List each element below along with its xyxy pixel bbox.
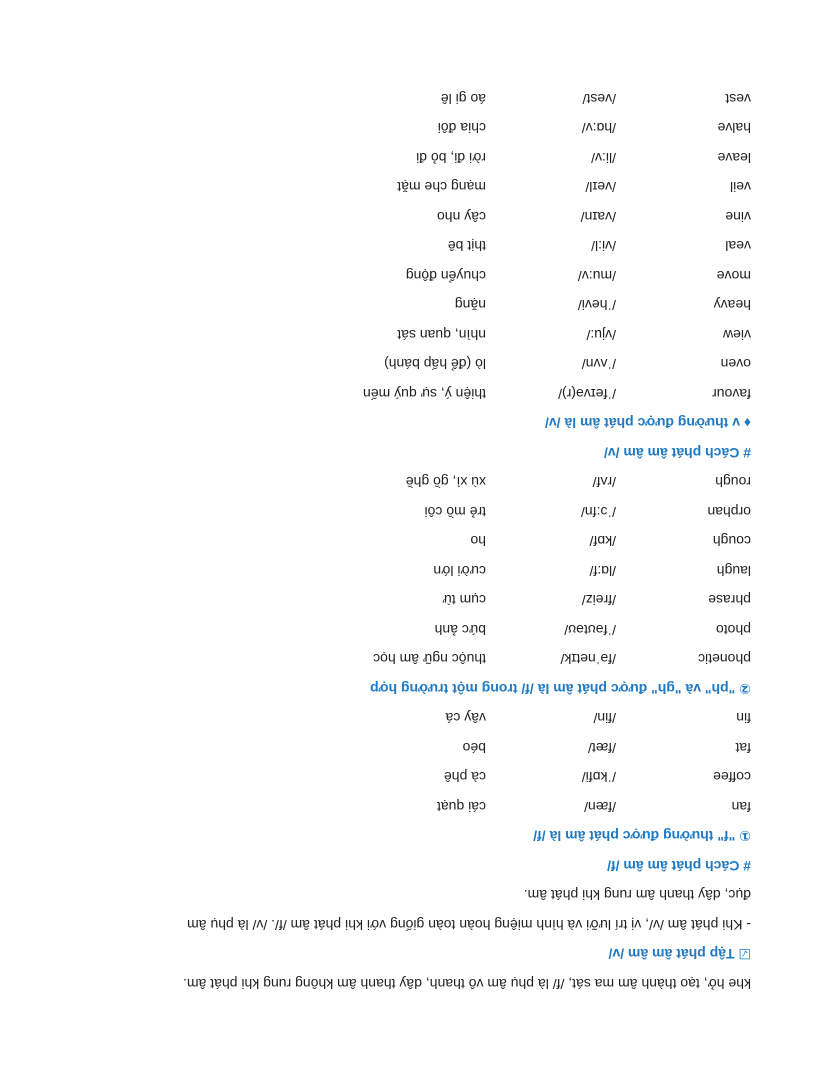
vocab-ipa: /vest/ — [582, 91, 616, 107]
vocab-row — [71, 644, 751, 674]
vocab-word: veal — [725, 238, 751, 255]
vocab-ipa: /ˈɔ:fn/ — [580, 504, 616, 520]
vocab-ipa: /hɑ:v/ — [581, 120, 616, 137]
vocab-row — [71, 556, 751, 586]
vocab-row — [71, 703, 751, 733]
vocab-word: fan — [731, 799, 751, 815]
vocab-ipa: /freiz/ — [581, 592, 616, 609]
vocab-ipa: /ˈʌvn/ — [581, 356, 616, 373]
vocab-meaning: nặng — [454, 297, 486, 314]
vocab-row — [71, 615, 751, 645]
vocab-word: photo — [715, 622, 751, 638]
vocab-row — [71, 762, 751, 792]
section-v-heading: # Cách phát âm âm /v/ — [603, 445, 751, 461]
section-f-rule-1: ① "f" thường được phát âm là /f/ — [533, 828, 751, 845]
section-f-heading: # Cách phát âm âm /f/ — [607, 858, 751, 874]
vocab-row — [71, 143, 751, 173]
vocab-word: coffee — [713, 769, 751, 786]
vocab-word: view — [722, 327, 751, 343]
vocab-meaning: bức ảnh — [434, 622, 486, 638]
vocab-row — [71, 733, 751, 763]
vocab-word: oven — [720, 356, 751, 373]
vocab-word: laugh — [716, 563, 751, 579]
word-list-v-rule-1 — [71, 84, 751, 409]
vocab-word: phonetic — [698, 651, 751, 668]
vocab-word: veil — [729, 179, 751, 196]
vocab-word: halve — [717, 120, 751, 137]
vocab-word: rough — [715, 474, 751, 491]
vocab-row — [71, 526, 751, 556]
vocab-ipa: /vi:l/ — [591, 238, 616, 255]
vocab-row — [71, 172, 751, 202]
vocab-row — [71, 261, 751, 291]
vocab-row — [71, 379, 751, 409]
vocab-meaning: cây nho — [436, 209, 486, 225]
section-f-rule-2: ② "ph" và "gh" được phát âm là /f/ trong một trường hợp — [370, 681, 751, 697]
word-list-f-rule-1 — [71, 703, 751, 821]
vocab-row — [71, 113, 751, 143]
vocab-meaning: vây cá — [445, 710, 486, 727]
vocab-row — [71, 202, 751, 232]
vocab-ipa: /kɒf/ — [589, 533, 616, 550]
vocab-meaning: cà phê — [443, 769, 486, 786]
vocab-row — [71, 792, 751, 822]
vocab-row — [71, 467, 751, 497]
vocab-meaning: thịt bê — [447, 238, 486, 255]
vocab-word: cough — [712, 533, 751, 550]
vocab-meaning: chia đôi — [437, 120, 486, 137]
vocab-meaning: lò (để hấp bánh) — [384, 356, 486, 373]
word-list-f-rule-2 — [71, 467, 751, 674]
vocab-meaning: thiện ý, sự quý mến — [363, 386, 486, 402]
vocab-meaning: cái quạt — [436, 799, 486, 815]
vocab-meaning: ho — [470, 533, 486, 550]
practice-desc-line-2: đục, dây thanh âm rung khi phát âm. — [523, 887, 751, 904]
vocab-ipa: /vju:/ — [586, 327, 616, 343]
vocab-ipa: /mu:v/ — [577, 268, 616, 284]
vocab-ipa: /fæt/ — [587, 740, 616, 756]
vocab-row — [71, 349, 751, 379]
vocab-word: orphan — [707, 504, 751, 520]
vocab-meaning: xù xì, gồ ghề — [405, 474, 486, 491]
vocab-ipa: /lɑ:f/ — [589, 563, 616, 579]
section-v-rule-1: ♦ v thường được phát âm là /v/ — [544, 415, 751, 432]
vocab-row — [71, 585, 751, 615]
vocab-meaning: nhìn, quan sát — [397, 327, 486, 343]
vocab-row — [71, 84, 751, 114]
vocab-ipa: /ˈkɒfi/ — [581, 769, 616, 786]
vocab-meaning: rời đi, bỏ đi — [416, 150, 486, 166]
vocab-meaning: cụm từ — [442, 592, 486, 609]
vocab-ipa: /fin/ — [593, 710, 616, 727]
vocab-row — [71, 290, 751, 320]
vocab-word: fat — [735, 740, 751, 756]
vocab-ipa: /rʌf/ — [592, 474, 616, 491]
vocab-meaning: béo — [462, 740, 486, 756]
vocab-word: vest — [725, 91, 751, 107]
intro-text: khe hở, tạo thành âm ma sát, /f/ là phụ âm vô thanh, dây thanh âm không rung khi phát âm. — [183, 976, 751, 992]
vocab-meaning: thuộc ngữ âm học — [373, 651, 486, 668]
vocab-ipa: /ˈhevi/ — [577, 297, 616, 314]
vocab-ipa: /li:v/ — [591, 150, 616, 166]
practice-heading: ☑ Tập phát âm âm /v/ — [608, 946, 751, 963]
vocab-word: heavy — [713, 297, 751, 314]
content-block — [71, 84, 751, 999]
vocab-meaning: mạng che mặt — [397, 179, 486, 196]
vocab-meaning: chuyển động — [405, 268, 486, 284]
vocab-word: move — [716, 268, 751, 284]
vocab-word: favour — [712, 386, 751, 402]
vocab-ipa: /vaɪn/ — [580, 209, 616, 225]
vocab-meaning: áo gi lê — [440, 91, 486, 107]
vocab-word: leave — [717, 150, 751, 166]
vocab-ipa: /ˈfeɪvə(r)/ — [558, 386, 616, 402]
vocab-word: vine — [725, 209, 751, 225]
vocab-ipa: /veɪl/ — [585, 179, 616, 196]
vocab-meaning: cười lớn — [433, 563, 486, 579]
vocab-ipa: /fæn/ — [584, 799, 616, 815]
vocab-ipa: /ˈfəʊtəʊ/ — [564, 622, 616, 638]
vocab-word: phrase — [708, 592, 751, 609]
vocab-meaning: trẻ mồ côi — [424, 504, 486, 520]
practice-desc-line-1: - Khi phát âm /v/, vị trí lưỡi và hình miệng hoàn toàn giống với khi phát âm /f/. /v/ là phụ âm — [187, 917, 751, 933]
vocab-ipa: /fəˈnetɪk/ — [560, 651, 616, 668]
vocab-row — [71, 320, 751, 350]
vocab-row — [71, 497, 751, 527]
vocab-row — [71, 231, 751, 261]
vocab-word: fin — [736, 710, 751, 727]
